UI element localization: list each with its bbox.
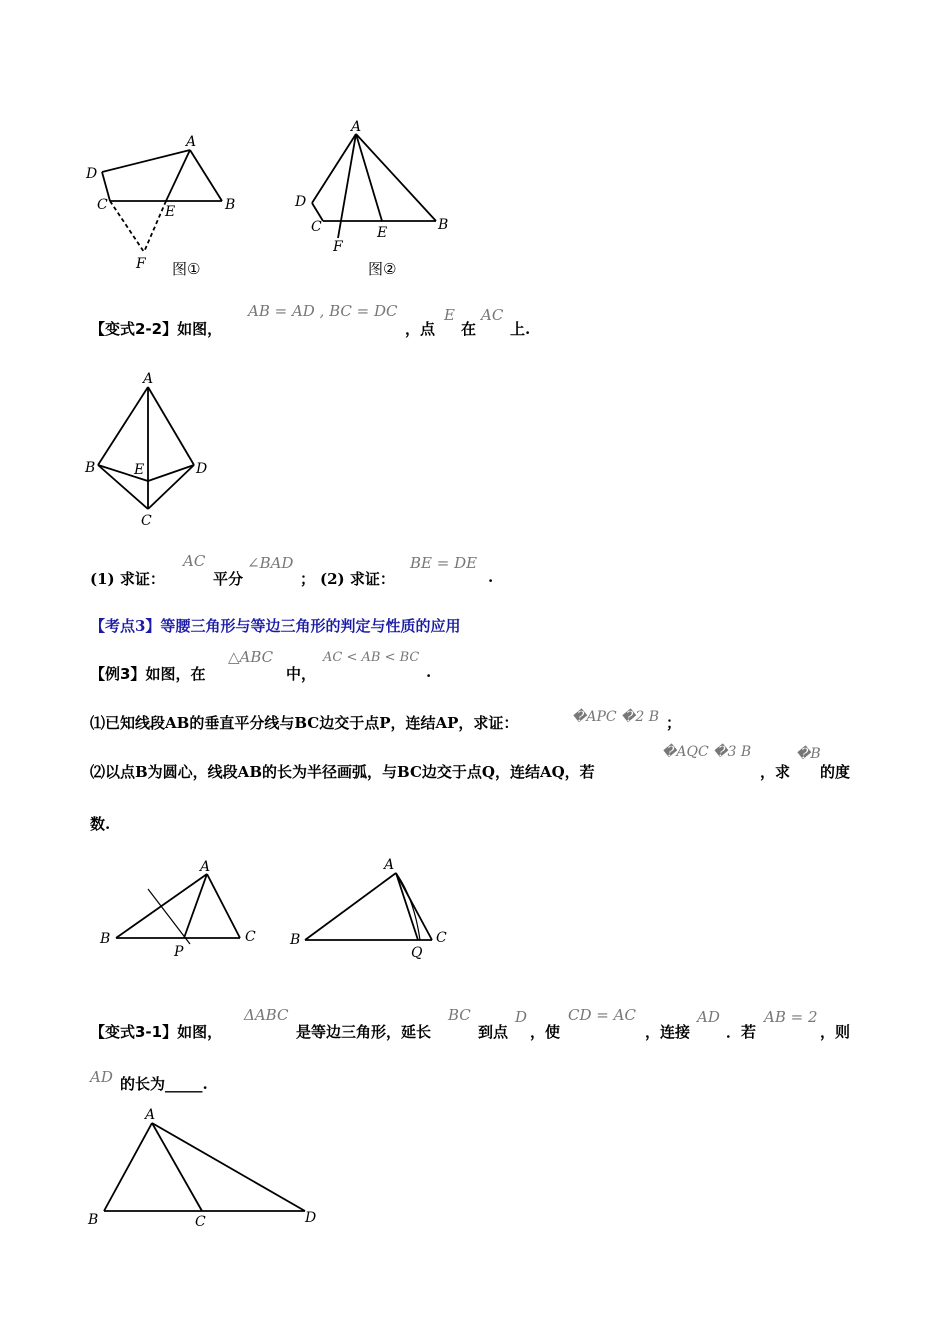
- fig2-label-d: D: [295, 194, 307, 210]
- fig1-label-a: A: [186, 134, 197, 150]
- v22-q1-label: (1) 求证：: [90, 570, 165, 588]
- example-3-line: 【例3】如图，在: [90, 665, 206, 683]
- fig1-label-f: F: [136, 256, 146, 272]
- key-point-3-heading: 【考点3】等腰三角形与等边三角形的判定与性质的应用: [90, 617, 461, 635]
- fig2-label-a: A: [351, 119, 362, 135]
- fig1-label-d: D: [86, 166, 98, 182]
- fig1-label-e: E: [165, 204, 176, 220]
- ex3b-label-q: Q: [411, 945, 423, 961]
- v22-q2-label: (2) 求证：: [320, 570, 395, 588]
- ex3a-label-a: A: [200, 859, 211, 875]
- fig2-label-e: E: [377, 225, 388, 241]
- v31-math-5: AD: [697, 1008, 720, 1026]
- v31-math-3: D: [515, 1008, 528, 1026]
- ex3-question-1: ⑴已知线段AB的垂直平分线与BC边交于点P，连结AP，求证：: [90, 714, 519, 732]
- ex3a-label-b: B: [100, 931, 111, 947]
- v31-math-4: CD = AC: [568, 1006, 636, 1024]
- kite-label-c: C: [141, 513, 152, 529]
- fig2-label-b: B: [438, 217, 449, 233]
- ex3a-label-p: P: [174, 944, 184, 960]
- v31-label-d: D: [305, 1210, 317, 1226]
- ex3b-label-b: B: [290, 932, 301, 948]
- v31-math-2: BC: [448, 1006, 471, 1024]
- fig1-label-c: C: [97, 197, 108, 213]
- v31-math-6: AB = 2: [764, 1008, 818, 1026]
- fig1-label-b: B: [225, 197, 236, 213]
- v22-q-math-1: AC: [183, 552, 206, 570]
- v22-math-1: AB = AD , BC = DC: [248, 302, 398, 320]
- variant-2-2-line: 【变式2-2】如图，: [90, 320, 223, 338]
- ex3b-label-c: C: [436, 930, 447, 946]
- variant-3-1-tag: 【变式3-1】: [90, 1023, 178, 1041]
- v31-label-a: A: [145, 1107, 156, 1123]
- v22-q-math-2: ∠BAD: [247, 554, 294, 572]
- v22-math-3: AC: [481, 306, 504, 324]
- v31-label-b: B: [88, 1212, 99, 1228]
- v31-math-7: AD: [90, 1068, 113, 1086]
- ex3-question-2: ⑵以点B为圆心，线段AB的长为半径画弧，与BC边交于点Q，连结AQ，若: [90, 763, 595, 781]
- ex3-q2-math-1: �AQC �3 B: [662, 744, 752, 760]
- v22-q-math-3: BE = DE: [410, 554, 478, 572]
- ex3a-label-c: C: [245, 929, 256, 945]
- v22-math-2: E: [444, 306, 455, 324]
- kite-label-d: D: [196, 461, 208, 477]
- kite-label-e: E: [134, 462, 145, 478]
- ex3-q1-math: �APC �2 B: [572, 709, 660, 725]
- fig2-label-f: F: [333, 239, 343, 255]
- fig2-label-c: C: [311, 219, 322, 235]
- kite-label-b: B: [85, 460, 96, 476]
- example-3-tag: 【例3】: [90, 665, 146, 683]
- v31-math-1: ΔABC: [244, 1006, 289, 1024]
- fig2-caption: 图②: [368, 260, 397, 278]
- v31-answer-blank: 的长为_____.: [120, 1075, 208, 1093]
- fig1-caption: 图①: [172, 260, 201, 278]
- variant-3-1-line: 【变式3-1】如图，: [90, 1023, 223, 1041]
- variant-2-2-tag: 【变式2-2】: [90, 320, 178, 338]
- ex3-math-2: AC < AB < BC: [323, 650, 420, 665]
- ex3-q2-math-2: �B: [796, 746, 821, 762]
- kite-label-a: A: [143, 371, 154, 387]
- ex3b-label-a: A: [384, 857, 395, 873]
- v31-label-c: C: [195, 1214, 206, 1230]
- ex3-math-1: △ABC: [228, 648, 274, 666]
